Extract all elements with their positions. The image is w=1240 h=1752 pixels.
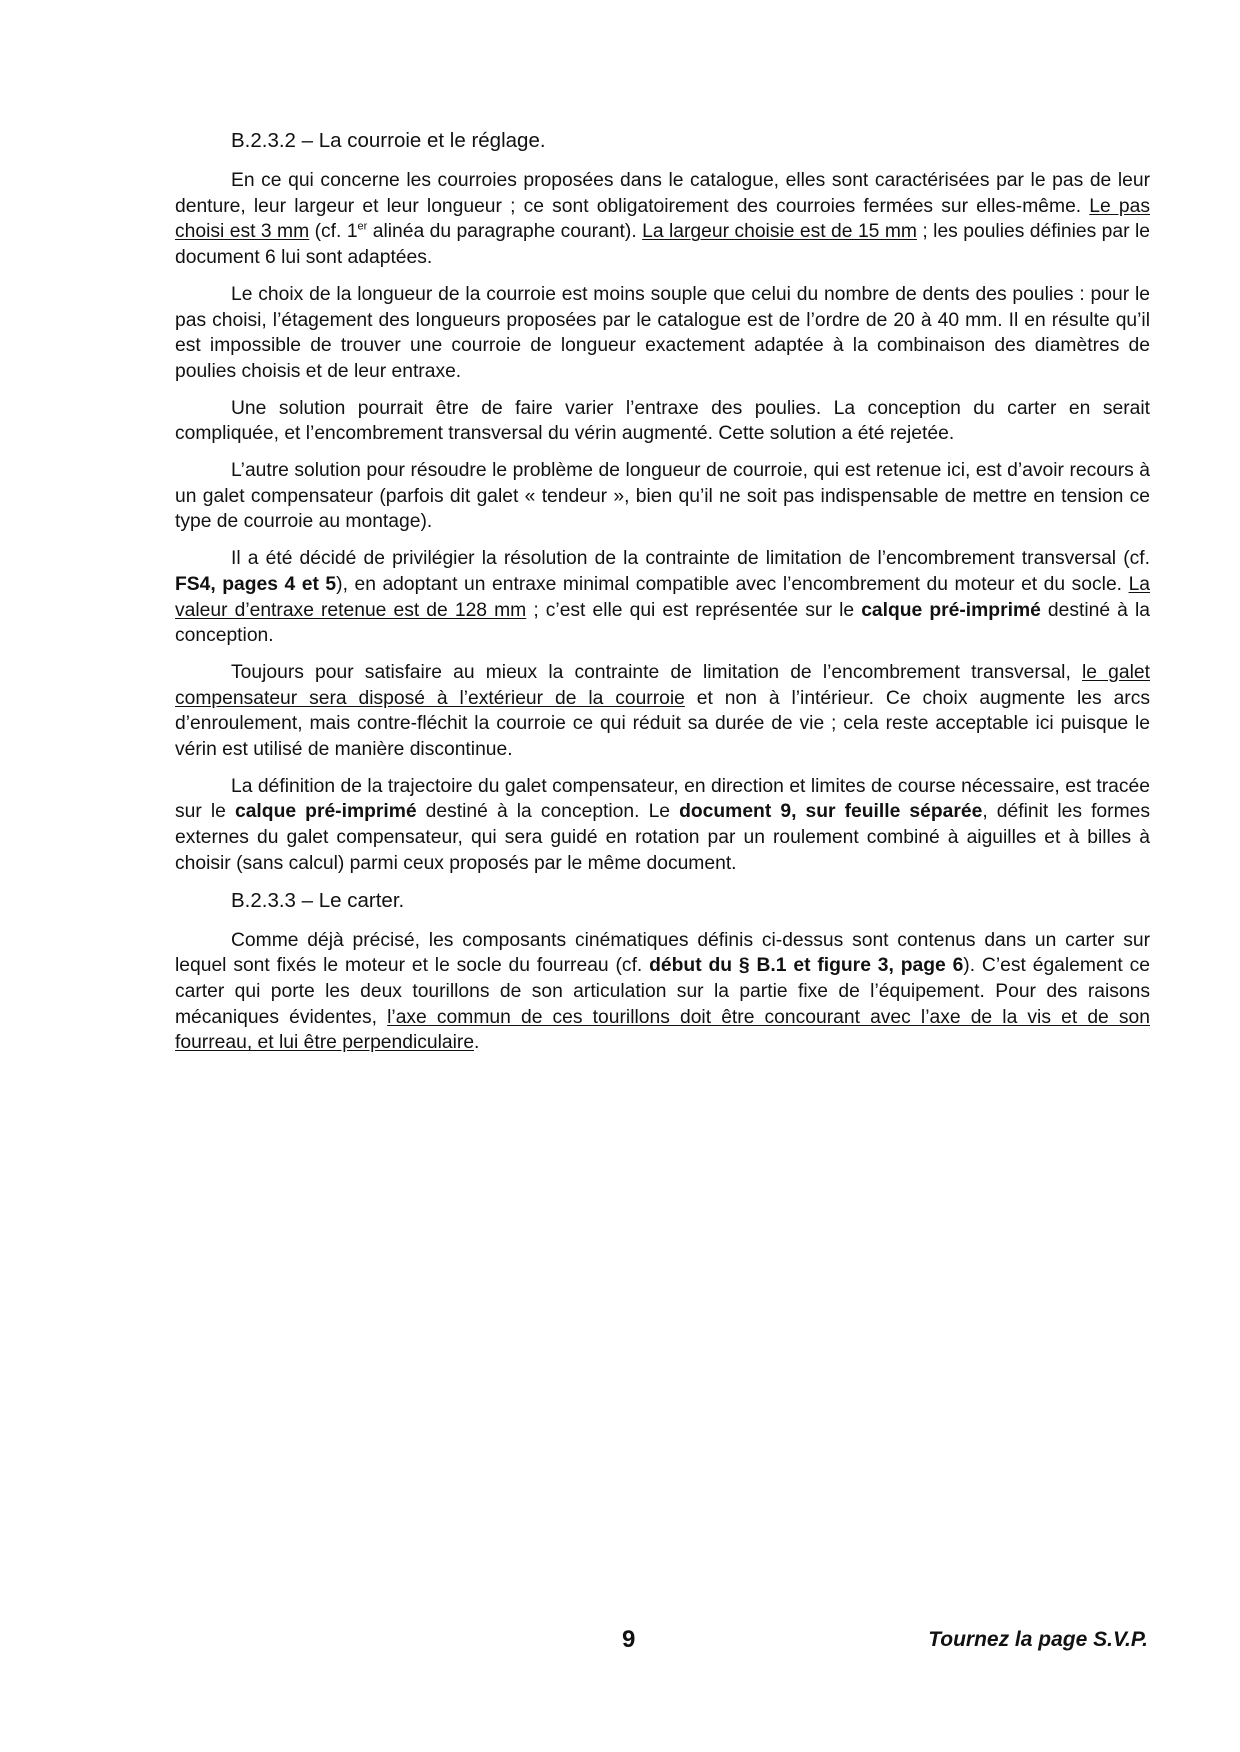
document-body xyxy=(175,128,1150,1067)
text-run: ). C’est également ce carter qui porte les deux tourillons de son articulation sur la partie fixe de l’équipement. Pour des raisons mécaniques évidentes, xyxy=(175,955,1150,1028)
underlined-text: l’axe commun de ces tourillons doit être concourant avec l’axe de la vis et de son fourreau, et lui être perpendiculaire xyxy=(175,1006,1150,1054)
underlined-text: Le pas choisi est 3 mm xyxy=(175,195,1150,243)
bold-text: début du § B.1 et figure 3, page 6 xyxy=(649,955,964,977)
text-run: ), en adoptant un entraxe minimal compatible avec l’encombrement du moteur et du socle. xyxy=(336,573,1129,595)
paragraph xyxy=(175,396,1150,447)
text-run: ; les poulies définies par le document 6 lui sont adaptées. xyxy=(175,221,1150,269)
bold-text: document 9, sur feuille séparée xyxy=(679,801,983,823)
text-run: et non à l’intérieur. Ce choix augmente les arcs d’enroulement, mais contre-fléchit la courroie ce qui réduit sa durée de vie ; cela reste acceptable ici puisque le vérin est utilisé de manière discontinue. xyxy=(175,687,1150,761)
text-run: , définit les formes externes du galet compensateur, qui sera guidé en rotation par un roulement combiné à aiguilles et à billes à choisir (sans calcul) parmi ceux proposés par le même document. xyxy=(175,801,1150,874)
text-run: L’autre solution pour résoudre le problème de longueur de courroie, qui est retenue ici, est d’avoir recours à un galet compensateur (parfois dit galet « tendeur », bien qu’il ne soit pas indispensable de mettre en tension ce type de courroie au montage). xyxy=(175,460,1150,533)
paragraph xyxy=(175,458,1150,535)
text-run: (cf. 1 xyxy=(309,221,358,243)
text-run: ; c’est elle qui est représentée sur le xyxy=(526,599,862,621)
text-run: Le choix de la longueur de la courroie est moins souple que celui du nombre de dents des poulies : pour le pas choisi, l’étagement des longueurs proposées par le catalogue est de l’ordre de 20 à 40 mm. Il en résulte qu’il est impossible de trouver une courroie de longueur exactement adaptée à la combinaison des diamètres de poulies choisis et de leur entraxe. xyxy=(175,283,1150,382)
bold-text: calque pré-imprimé xyxy=(861,599,1041,621)
turn-page-note: Tournez la page S.V.P. xyxy=(928,1628,1148,1651)
text-run: . xyxy=(474,1032,480,1054)
underlined-text: le galet compensateur sera disposé à l’extérieur de la courroie xyxy=(175,661,1150,709)
text-run: Il a été décidé de privilégier la résolution de la contrainte de limitation de l’encombrement transversal (cf. xyxy=(231,548,1150,570)
paragraph xyxy=(175,774,1150,877)
text-run: Une solution pourrait être de faire varier l’entraxe des poulies. La conception du carter en serait compliquée, et l’encombrement transversal du vérin augmenté. Cette solution a été rejetée. xyxy=(175,397,1150,445)
text-run: En ce qui concerne les courroies proposées dans le catalogue, elles sont caractérisées par le pas de leur denture, leur largeur et leur longueur ; ce sont obligatoirement des courroies fermées sur elles-même. xyxy=(175,170,1150,217)
paragraph xyxy=(175,168,1150,271)
text-run: destiné à la conception. xyxy=(175,599,1150,647)
paragraph xyxy=(175,546,1150,649)
bold-text: FS4, pages 4 et 5 xyxy=(175,573,337,595)
page-number: 9 xyxy=(622,1626,636,1653)
section-heading xyxy=(231,888,1150,914)
underlined-text: La largeur choisie est de 15 mm xyxy=(642,221,917,243)
bold-text: calque pré-imprimé xyxy=(234,801,417,823)
section-heading xyxy=(231,128,1150,154)
underlined-text: La valeur d’entraxe retenue est de 128 mm xyxy=(175,573,1151,621)
paragraph xyxy=(175,660,1150,763)
superscript: er xyxy=(357,220,368,233)
text-run: B.2.3.2 – La courroie et le réglage. xyxy=(231,129,546,152)
text-run: Toujours pour satisfaire au mieux la contrainte de limitation de l’encombrement transversal, xyxy=(231,661,1082,683)
text-run: alinéa du paragraphe courant). xyxy=(367,221,643,243)
text-run: Comme déjà précisé, les composants cinématiques définis ci-dessus sont contenus dans un carter sur lequel sont fixés le moteur et le socle du fourreau (cf. xyxy=(175,929,1150,977)
text-run: destiné à la conception. Le xyxy=(416,801,680,823)
paragraph xyxy=(175,282,1150,385)
text-run: B.2.3.3 – Le carter. xyxy=(231,888,405,912)
text-run: La définition de la trajectoire du galet compensateur, en direction et limites de course nécessaire, est tracée sur le xyxy=(175,775,1150,823)
paragraph xyxy=(175,928,1150,1057)
